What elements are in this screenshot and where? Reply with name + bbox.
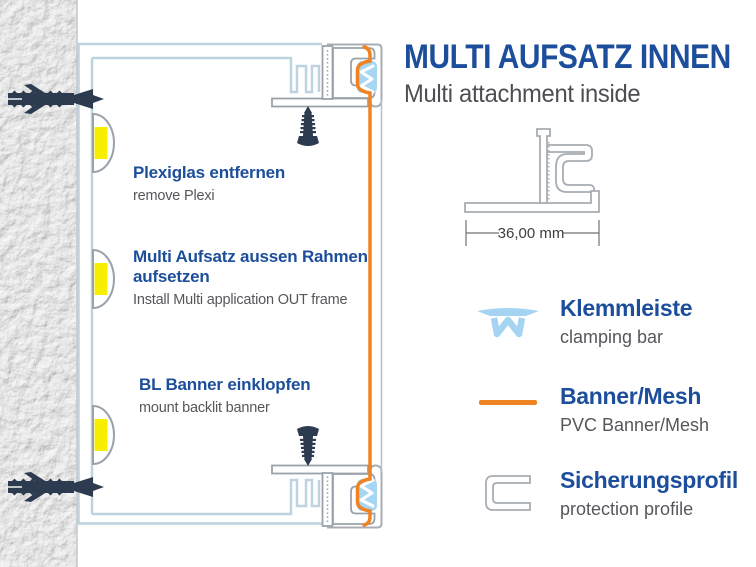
legend-label-de: Sicherungsprofil [560,467,738,493]
legend-label-de: Klemmleiste [560,295,693,321]
step-label-en: mount backlit banner [139,400,270,417]
profile-stem [537,129,550,203]
banner-mesh-line-icon [479,400,537,405]
installation-step [133,247,383,309]
dimension-label: 36,00 mm [497,225,565,242]
step-label-de: Multi Aufsatz aussen Rahmen aufsetzen [133,247,368,287]
legend-label-en: protection profile [560,499,694,520]
legend-label-en: PVC Banner/Mesh [560,415,710,436]
multi-attachment-profile-top [92,45,382,107]
profile-hook-inner [547,152,591,192]
legend-label-en: clamping bar [560,327,664,348]
led-lamp-icon [93,114,114,172]
installation-step [139,375,310,417]
step-label-de: Plexiglas entfernen [133,163,286,182]
installation-step [133,163,285,205]
profile-base [465,191,599,212]
legend-label-de: Banner/Mesh [560,383,702,409]
legend-item-banner-mesh [455,384,709,436]
multi-attachment-profile-bottom [92,466,382,528]
page-title: MULTI AUFSATZ INNEN [404,38,731,76]
step-label-de: BL Banner einklopfen [139,375,311,394]
led-lamp-icon [93,250,114,308]
legend-item-sicherungsprofil [455,468,738,520]
legend-item-klemmleiste [455,296,692,348]
protection-profile-icon [485,475,531,513]
screw-icon [297,106,319,146]
screw-icon [297,426,319,466]
step-label-en: Install Multi application OUT frame [133,292,348,309]
page-subtitle: Multi attachment inside [404,80,641,108]
profile-cross-section [453,122,618,254]
step-label-en: remove Plexi [133,188,215,205]
led-lamp-icon [93,406,114,464]
clamping-bar-icon [477,302,539,340]
